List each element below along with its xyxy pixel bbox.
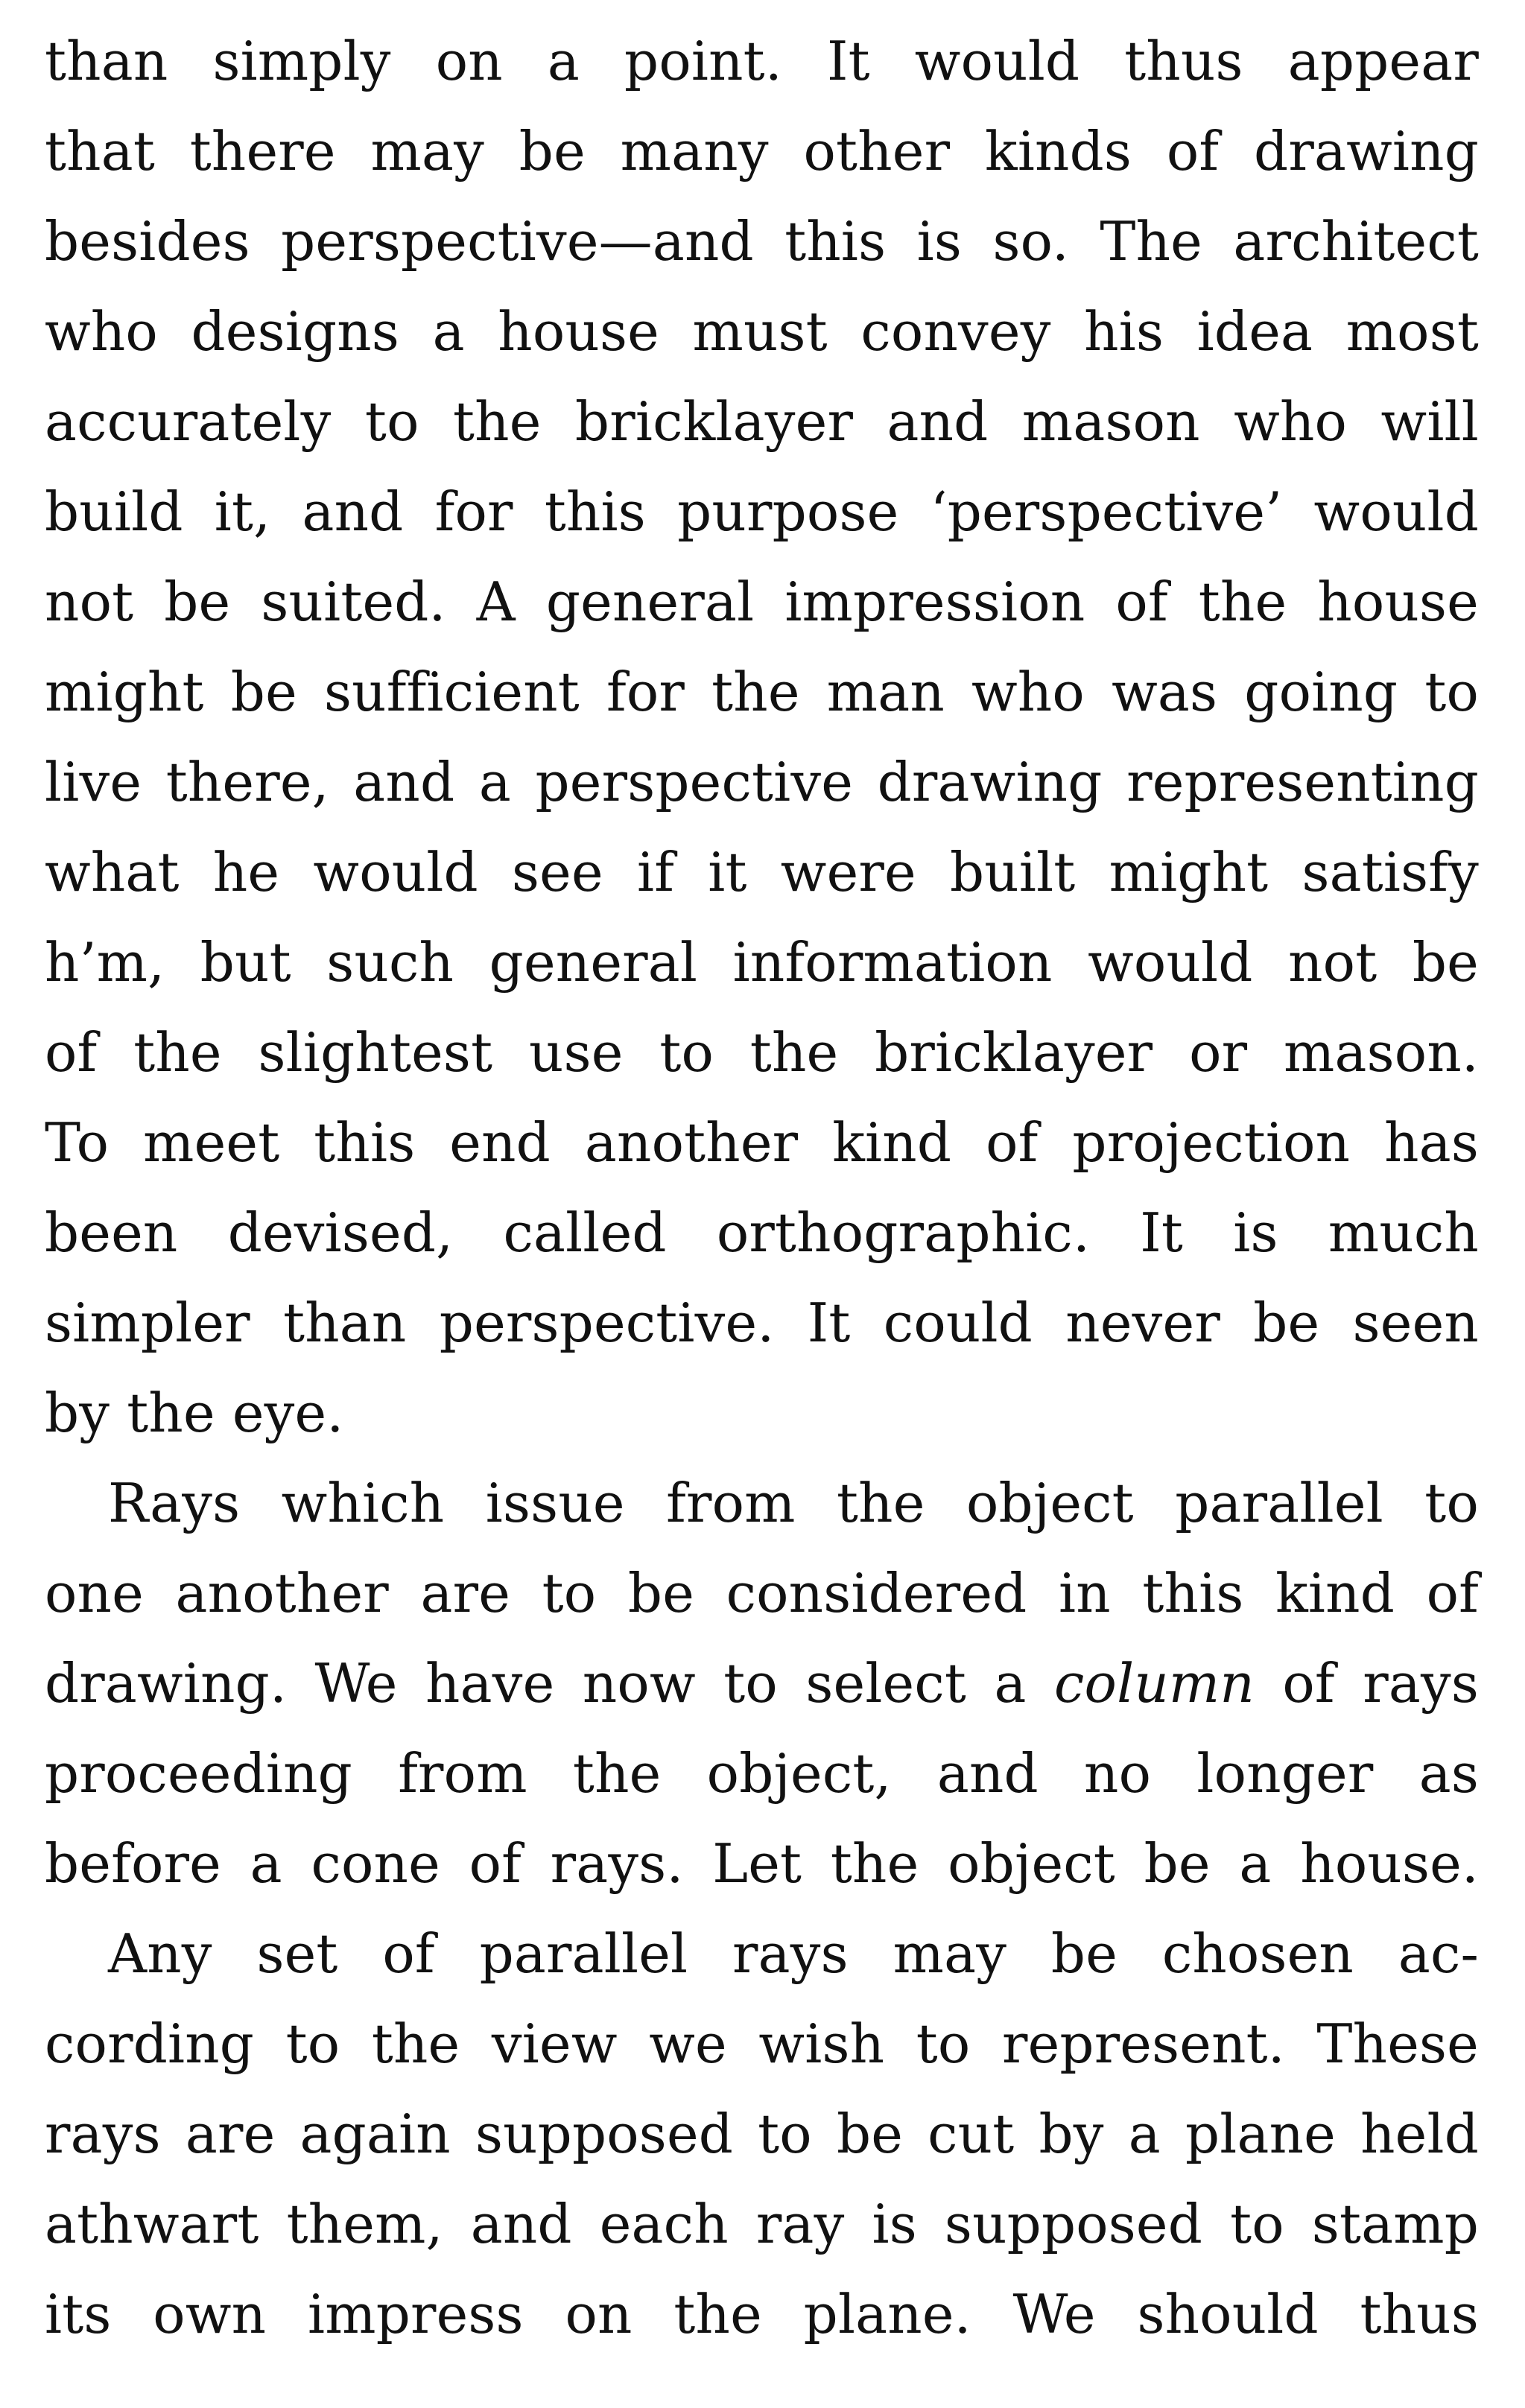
text-line: of the slightest use to the bricklayer or mason. (45, 1021, 1479, 1084)
text-line: one another are to be considered in this kind of (45, 1562, 1479, 1624)
text-line: besides perspective—and this is so. The architect (45, 210, 1479, 273)
text-line: h’m, but such general information would not be (45, 931, 1479, 994)
text-line: that there may be many other kinds of drawing (45, 120, 1479, 182)
body-text (45, 16, 1479, 2360)
text-segment: of rays (1282, 1652, 1479, 1715)
text-segment: drawing. We have now to select a (45, 1652, 1027, 1715)
text-line: its own impress on the plane. We should thus (45, 2283, 1479, 2345)
text-line: been devised, called orthographic. It is much (45, 1201, 1479, 1264)
text-line: by the eye. (45, 1382, 344, 1444)
text-line: To meet this end another kind of projection has (45, 1111, 1479, 1174)
text-line: what he would see if it were built might satisfy (45, 841, 1479, 903)
text-line: than simply on a point. It would thus appear (45, 30, 1479, 92)
text-line: proceeding from the object, and no longer as (45, 1742, 1479, 1805)
text-line: before a cone of rays. Let the object be a house. (45, 1832, 1479, 1895)
italic-word: column (1054, 1652, 1255, 1715)
text-line: live there, and a perspective drawing representing (45, 751, 1479, 813)
text-line: build it, and for this purpose ‘perspective’ would (45, 480, 1479, 543)
text-line: who designs a house must convey his idea most (45, 300, 1479, 363)
text-line: rays are again supposed to be cut by a plane held (45, 2103, 1479, 2165)
text-line (45, 1639, 1479, 1729)
text-line: accurately to the bricklayer and mason who will (45, 390, 1479, 453)
text-line: cording to the view we wish to represent. These (45, 2013, 1479, 2075)
text-line: not be suited. A general impression of the house (45, 571, 1479, 633)
text-line: might be sufficient for the man who was going to (45, 661, 1479, 723)
text-line: Any set of parallel rays may be chosen ac- (108, 1922, 1479, 1985)
text-line: Rays which issue from the object parallel to (108, 1472, 1479, 1534)
text-line: athwart them, and each ray is supposed to stamp (45, 2193, 1479, 2255)
text-line: simpler than perspective. It could never be seen (45, 1292, 1479, 1354)
